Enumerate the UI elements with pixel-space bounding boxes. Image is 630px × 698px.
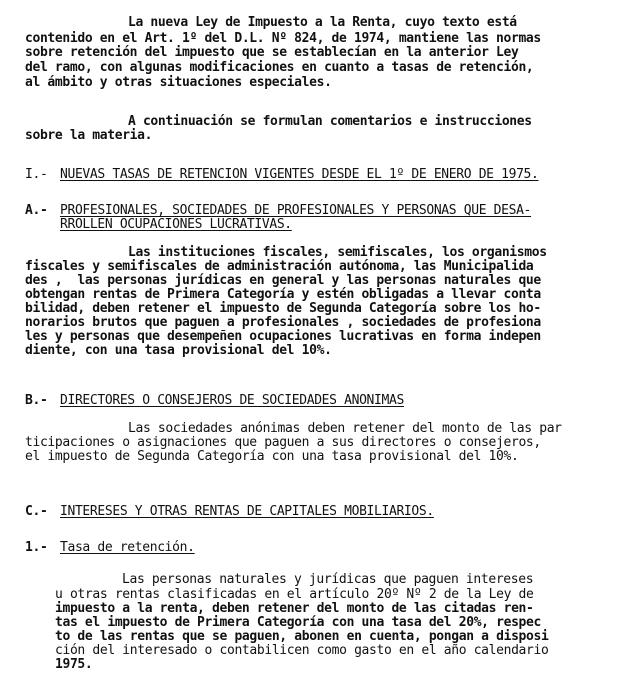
intro-line-1: La nueva Ley de Impuesto a la Renta, cuyo texto está	[128, 15, 517, 30]
section-1-number: I.-	[25, 167, 48, 182]
intro-line-2: contenido en el Art. 1º del D.L. Nº 824, de 1974, mantiene las normas	[25, 31, 541, 46]
sub-1-body-line-2: u otras rentas clasificadas en el artículo 20º Nº 2 de la Ley de	[55, 587, 534, 602]
section-b-body-line-3: el impuesto de Segunda Categoría con una tasa provisional del 10%.	[25, 449, 519, 464]
section-a-body-line-7: les y personas que desempeñen ocupaciones lucrativas en forma indepen	[25, 329, 541, 344]
intro2-line-1: A continuación se formulan comentarios e instrucciones	[128, 114, 532, 129]
section-c-letter: C.-	[25, 504, 48, 519]
sub-1-body-line-3: impuesto a la renta, deben retener del monto de las citadas ren-	[55, 601, 534, 616]
sub-1-body-line-1: Las personas naturales y jurídicas que paguen intereses	[122, 572, 534, 587]
section-a-title-line-1: PROFESIONALES, SOCIEDADES DE PROFESIONALES Y PERSONAS QUE DESA-	[60, 203, 532, 218]
sub-1-body-line-6: ción del interesado o contabilicen como gasto en el año calendario	[55, 643, 549, 658]
intro-line-3: sobre retención del impuesto que se establecían en la anterior Ley	[25, 45, 519, 60]
section-1-title: NUEVAS TASAS DE RETENCION VIGENTES DESDE EL 1º DE ENERO DE 1975.	[60, 167, 539, 182]
section-b-body-line-1: Las sociedades anónimas deben retener del monto de las par	[128, 421, 562, 436]
section-a-body-line-4: obtengan rentas de Primera Categoría y estén obligadas a llevar conta	[25, 287, 541, 302]
section-a-letter: A.-	[25, 203, 48, 218]
section-a-body-line-3: des , las personas jurídicas en general y las personas naturales que	[25, 273, 541, 288]
sub-1-body-line-5: to de las rentas que se paguen, abonen en cuenta, pongan a disposi	[55, 629, 549, 644]
sub-1-number: 1.-	[25, 540, 48, 555]
section-a-body-line-6: norarios brutos que paguen a profesionales , sociedades de profesiona	[25, 315, 541, 330]
section-c-title: INTERESES Y OTRAS RENTAS DE CAPITALES MOBILIARIOS.	[60, 504, 434, 519]
sub-1-body-line-7: 1975.	[55, 657, 93, 672]
intro-line-5: al ámbito y otras situaciones especiales.	[25, 75, 332, 90]
section-b-title: DIRECTORES O CONSEJEROS DE SOCIEDADES ANONIMAS	[60, 393, 404, 408]
section-a-body-line-5: bilidad, deben retener el impuesto de Segunda Categoría sobre los ho-	[25, 301, 541, 316]
sub-1-title: Tasa de retención.	[60, 540, 195, 555]
intro2-line-2: sobre la materia.	[25, 128, 153, 143]
sub-1-body-line-4: tas el impuesto de Primera Categoría con una tasa del 20%, respec	[55, 615, 541, 630]
intro-line-4: del ramo, con algunas modificaciones en cuanto a tasas de retención,	[25, 60, 534, 75]
section-a-body-line-8: diente, con una tasa provisional del 10%.	[25, 343, 332, 358]
section-b-body-line-2: ticipaciones o asignaciones que paguen a sus directores o consejeros,	[25, 435, 541, 450]
section-a-body-line-2: fiscales y semifiscales de administración autónoma, las Municipalida	[25, 259, 534, 274]
section-b-letter: B.-	[25, 393, 48, 408]
section-a-title-line-2: RROLLEN OCUPACIONES LUCRATIVAS.	[60, 217, 292, 232]
section-a-body-line-1: Las instituciones fiscales, semifiscales, los organismos	[128, 245, 547, 260]
